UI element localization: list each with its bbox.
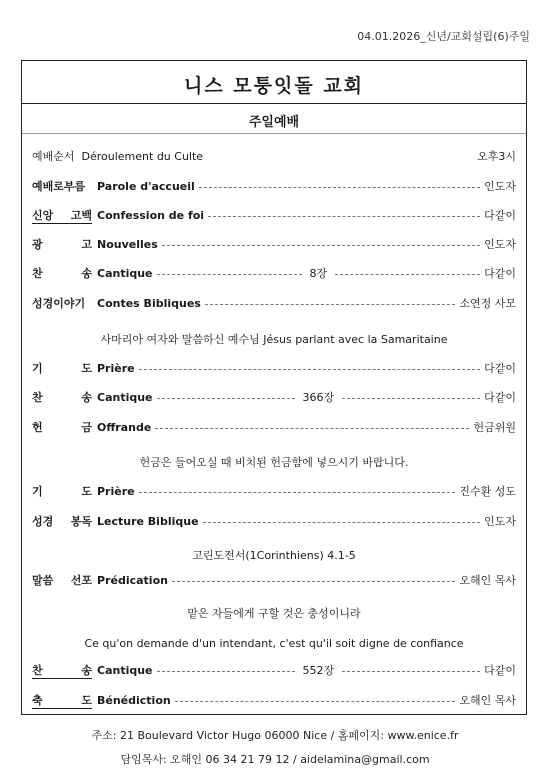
- leader-dots: [162, 245, 480, 246]
- liturgy-item-fr: Prédication: [97, 573, 168, 587]
- sermon-title-fr: Ce qu'on demande d'un intendant, c'est qu'il soit digne de confiance: [84, 637, 464, 650]
- liturgy-item-ko: [32, 295, 92, 311]
- offering-note: 헌금은 들어오실 때 비치된 헌금함에 넣으시기 바랍니다.: [139, 456, 409, 469]
- hymn-number: 8장: [309, 267, 328, 280]
- liturgy-item-responsible: 다같이: [484, 391, 517, 404]
- leader-dots: [157, 274, 302, 275]
- church-name: 니스 모퉁잇돌 교회: [183, 75, 365, 97]
- liturgy-item-ko: [32, 513, 92, 529]
- liturgy-item-ko: [32, 483, 92, 499]
- liturgy-item: [32, 571, 516, 589]
- liturgy-item-ko-part: 도: [81, 485, 92, 498]
- liturgy-item: [32, 691, 516, 709]
- bulletin-frame: [21, 60, 527, 715]
- liturgy-item-responsible: 다같이: [484, 362, 516, 375]
- liturgy-item-responsible: 다같이: [484, 209, 516, 222]
- order-header: [32, 148, 516, 164]
- footer-address: 주소: 21 Boulevard Victor Hugo 06000 Nice / 홈페이지: www.enice.fr: [91, 729, 459, 742]
- liturgy-item-ko: [32, 419, 92, 435]
- leader-dots: [342, 671, 480, 672]
- leader-dots: [208, 216, 480, 217]
- liturgy-item-fr: Nouvelles: [97, 237, 158, 251]
- leader-dots: [157, 671, 295, 672]
- liturgy-item-fr: Prière: [97, 361, 135, 375]
- liturgy-item-ko-part: 금: [81, 421, 92, 434]
- liturgy-item-ko: [32, 692, 92, 709]
- liturgy-item-ko: [32, 572, 92, 588]
- liturgy-item-ko-part: 신앙: [32, 208, 54, 222]
- liturgy-item-fr: Cantique: [97, 390, 153, 404]
- liturgy-item-fr: Offrande: [97, 420, 152, 434]
- leader-dots: [155, 428, 469, 429]
- liturgy-item-ko: [32, 360, 92, 376]
- leader-dots: [342, 398, 480, 399]
- liturgy-item: [32, 388, 516, 406]
- liturgy-item-fr: Prière: [97, 484, 135, 498]
- liturgy-item-fr: Bénédiction: [97, 693, 171, 707]
- leader-dots: [199, 187, 480, 188]
- liturgy-item-ko-part: 헌: [32, 421, 43, 434]
- liturgy-item: [32, 206, 516, 224]
- liturgy-item-ko-part: 말씀: [32, 574, 54, 587]
- leader-dots: [172, 581, 455, 582]
- liturgy-item-ko-part: 찬: [32, 391, 43, 404]
- liturgy-item: [32, 482, 516, 500]
- liturgy-item-ko-part: 예배로부름: [32, 180, 86, 193]
- title-divider: [22, 103, 526, 104]
- liturgy-item-fr: Confession de foi: [97, 208, 205, 222]
- liturgy-item-ko: [32, 236, 92, 252]
- liturgy-item-fr: Cantique: [97, 266, 153, 280]
- liturgy-item-fr: Lecture Biblique: [97, 514, 199, 528]
- leader-dots: [157, 398, 295, 399]
- liturgy-item-responsible: 소연정 사모: [459, 297, 516, 310]
- leader-dots: [205, 304, 456, 305]
- liturgy-item-responsible: 인도자: [484, 515, 516, 528]
- liturgy-item-ko-part: 고백: [70, 208, 92, 222]
- liturgy-item-responsible: 다같이: [484, 664, 517, 677]
- leader-dots: [335, 274, 480, 275]
- footer-contact: 담임목사: 오해인 06 34 21 79 12 / aidelamina@gmail.com: [120, 753, 430, 766]
- leader-dots: [175, 701, 456, 702]
- liturgy-item-ko-part: 송: [81, 391, 92, 404]
- liturgy-item-ko-part: 기: [32, 362, 43, 375]
- liturgy-item-ko-part: 도: [81, 362, 92, 375]
- liturgy-item-ko-part: 광: [32, 238, 43, 251]
- leader-dots: [203, 522, 481, 523]
- liturgy-item-responsible: 진수환 성도: [459, 485, 516, 498]
- liturgy-item-responsible: 헌금위원: [473, 421, 516, 434]
- hymn-number: 552장: [302, 664, 335, 677]
- sermon-title-ko: 맡은 자들에게 구할 것은 충성이니라: [187, 607, 361, 620]
- liturgy-item: [32, 294, 516, 312]
- service-title: 주일예배: [248, 115, 300, 130]
- service-divider: [22, 133, 526, 134]
- liturgy-item-fr: Cantique: [97, 663, 153, 677]
- liturgy-item-ko: [32, 207, 92, 224]
- liturgy-item-ko-part: 찬: [32, 663, 43, 677]
- liturgy-item-ko-part: 봉독: [70, 515, 92, 528]
- liturgy-item-fr: Parole d'accueil: [97, 179, 195, 193]
- liturgy-item-ko-part: 고: [81, 238, 92, 251]
- order-label: 예배순서 Déroulement du Culte: [32, 150, 204, 163]
- liturgy-item-responsible: 오해인 목사: [459, 694, 516, 707]
- liturgy-item-ko: [32, 178, 92, 194]
- liturgy-item: [32, 661, 516, 679]
- liturgy-item: [32, 359, 516, 377]
- liturgy-item-responsible: 다같이: [484, 267, 517, 280]
- liturgy-item-ko-part: 도: [81, 693, 92, 707]
- liturgy-item-ko: [32, 389, 92, 405]
- liturgy-item-responsible: 인도자: [484, 238, 516, 251]
- header-date-tag: 04.01.2026_신년/교회설립(6)주일: [357, 30, 530, 43]
- liturgy-item: [32, 235, 516, 253]
- liturgy-item-ko-part: 송: [81, 267, 92, 280]
- liturgy-item-ko-part: 기: [32, 485, 43, 498]
- liturgy-item: [32, 512, 516, 530]
- liturgy-item-fr: Contes Bibliques: [97, 296, 201, 310]
- liturgy-item-ko-part: 선포: [70, 574, 92, 587]
- scripture-reference: 고린도전서(1Corinthiens) 4.1-5: [192, 549, 356, 562]
- hymn-number: 366장: [302, 391, 335, 404]
- liturgy-item-ko-part: 송: [81, 663, 92, 677]
- liturgy-item-ko-part: 찬: [32, 267, 43, 280]
- liturgy-item-ko-part: 성경: [32, 515, 54, 528]
- liturgy-item: [32, 418, 516, 436]
- liturgy-item-responsible: 오해인 목사: [459, 574, 516, 587]
- liturgy-item: [32, 177, 516, 195]
- service-time: 오후3시: [477, 150, 516, 163]
- leader-dots: [139, 492, 456, 493]
- liturgy-item-responsible: 인도자: [484, 180, 516, 193]
- liturgy-item-ko: [32, 265, 92, 281]
- liturgy-item-ko-part: 축: [32, 693, 43, 707]
- story-note: 사마리아 여자와 말씀하신 예수님 Jésus parlant avec la Samaritaine: [100, 333, 448, 346]
- liturgy-item-ko: [32, 662, 92, 679]
- leader-dots: [139, 369, 481, 370]
- liturgy-item-ko-part: 성경이야기: [32, 297, 86, 310]
- liturgy-item: [32, 264, 516, 282]
